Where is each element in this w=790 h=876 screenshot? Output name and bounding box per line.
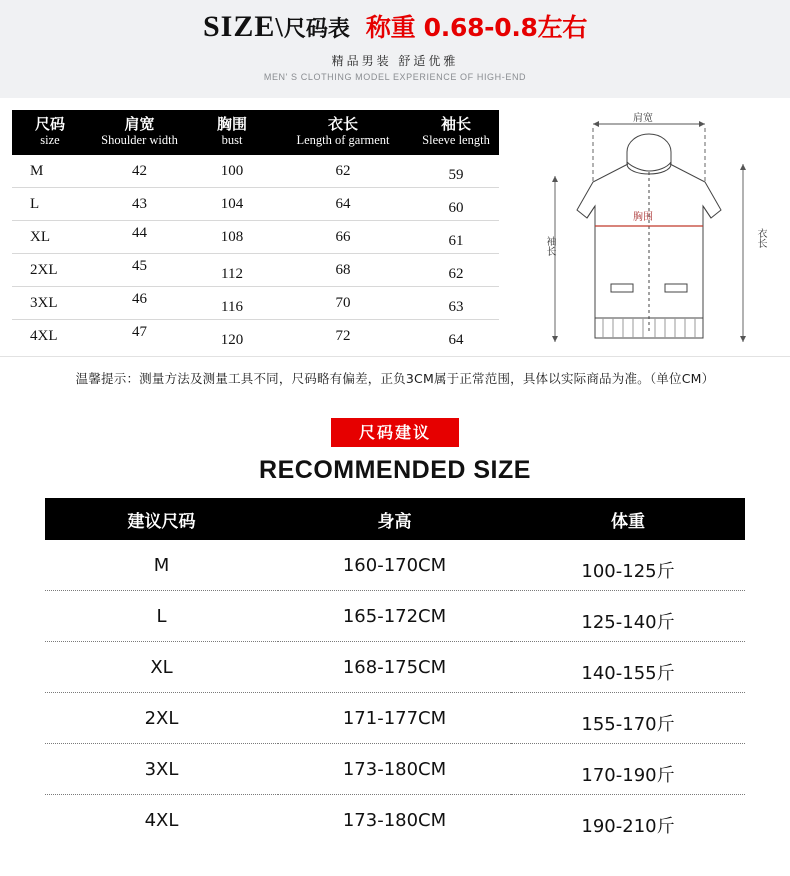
cell-bust: 116 — [191, 291, 273, 324]
table-row — [12, 188, 499, 221]
cell-length: 62 — [273, 155, 413, 188]
cell-bust: 100 — [191, 155, 273, 188]
cell-sleeve: 62 — [413, 258, 499, 291]
cell-length: 68 — [273, 254, 413, 287]
column-header-length — [273, 110, 413, 155]
column-header-bust — [191, 110, 273, 155]
cell-size: M — [12, 155, 88, 188]
cell-size: L — [45, 591, 278, 642]
diagram-label-shoulder: 肩宽 — [633, 113, 653, 124]
cell-height: 173-180CM — [278, 744, 511, 795]
title-slash: \ — [275, 12, 283, 42]
cell-sleeve: 63 — [413, 291, 499, 324]
cell-size: 2XL — [12, 254, 88, 287]
column-header-length-en: Length of garment — [296, 133, 390, 147]
column-header-shoulder-en: Shoulder width — [101, 133, 178, 147]
table-row — [12, 221, 499, 254]
size-measurement-table — [12, 110, 499, 352]
table-row — [45, 795, 745, 846]
table-row — [45, 642, 745, 693]
cell-shoulder: 45 — [88, 250, 191, 283]
cell-size: 4XL — [144, 809, 179, 831]
cell-sleeve: 61 — [413, 225, 499, 258]
column-header-sleeve-cn: 袖长 — [440, 115, 471, 133]
column-header-length-cn: 衣长 — [327, 115, 358, 133]
column-header-size — [12, 110, 88, 155]
table-row — [45, 693, 745, 744]
weight-note: 称重 0.68-0.8左右 — [365, 13, 588, 42]
column-header-shoulder — [88, 110, 191, 155]
table-row — [12, 254, 499, 287]
cell-bust: 104 — [191, 188, 273, 221]
column-header-bust-cn: 胸围 — [216, 115, 247, 133]
column-header-size-cn: 尺码 — [34, 115, 65, 133]
recommended-size-table — [45, 498, 745, 845]
subtitle-english: MEN' S CLOTHING MODEL EXPERIENCE OF HIGH-END — [263, 72, 527, 82]
cell-size: 3XL — [45, 744, 278, 795]
cell-weight: 140-155斤 — [511, 647, 745, 698]
cell-size: XL — [12, 221, 88, 254]
cell-height: 171-177CM — [278, 693, 511, 744]
recommended-badge: 尺码建议 — [331, 418, 459, 447]
garment-diagram — [515, 106, 777, 378]
cell-bust: 120 — [220, 331, 244, 348]
diagram-label-bust: 胸围 — [633, 212, 653, 223]
table-row — [12, 287, 499, 320]
cell-shoulder: 43 — [88, 188, 191, 221]
cell-length: 72 — [335, 327, 351, 344]
cell-weight: 170-190斤 — [511, 749, 745, 800]
column-header-sleeve-en: Sleeve length — [422, 133, 490, 147]
cell-size: 3XL — [12, 287, 88, 320]
cell-weight: 100-125斤 — [511, 545, 745, 596]
table-row — [45, 591, 745, 642]
cell-shoulder: 46 — [88, 283, 191, 316]
cell-length: 64 — [273, 188, 413, 221]
cell-height: 173-180CM — [342, 809, 447, 831]
cell-weight: 125-140斤 — [511, 596, 745, 647]
cell-shoulder: 42 — [88, 155, 191, 188]
column-header-shoulder-cn: 肩宽 — [124, 115, 155, 133]
cell-weight: 190-210斤 — [581, 816, 675, 837]
cell-sleeve: 60 — [413, 192, 499, 225]
cell-height: 165-172CM — [278, 591, 511, 642]
cell-shoulder: 44 — [88, 217, 191, 250]
page-header — [0, 0, 790, 98]
cell-size: 2XL — [45, 693, 278, 744]
title-size-text: SIZE — [202, 10, 276, 43]
cell-height: 160-170CM — [278, 540, 511, 591]
table-row — [12, 320, 499, 353]
table-row — [12, 155, 499, 188]
column-header-sleeve — [413, 110, 499, 155]
page-title — [0, 8, 790, 44]
cell-length: 70 — [273, 287, 413, 320]
cell-size: 4XL — [30, 327, 58, 344]
column-header-weight: 体重 — [511, 498, 745, 540]
cell-size: L — [12, 188, 88, 221]
table-header-row — [45, 498, 745, 540]
table-header-row — [12, 110, 499, 155]
cell-sleeve: 64 — [448, 331, 464, 348]
diagram-label-sleeve: 袖长 — [544, 236, 555, 256]
measurement-tip-note: 温馨提示：测量方法及测量工具不同，尺码略有偏差，正负3CM属于正常范围，具体以实际商品为准。（单位CM） — [0, 356, 790, 387]
subtitle-chinese: 精品男装 舒适优雅 — [331, 54, 459, 68]
cell-bust: 108 — [191, 221, 273, 254]
column-header-recommended-size: 建议尺码 — [45, 498, 278, 540]
cell-size: M — [45, 540, 278, 591]
cell-length: 66 — [273, 221, 413, 254]
table-row — [45, 540, 745, 591]
cell-size: XL — [45, 642, 278, 693]
cell-shoulder: 47 — [132, 323, 147, 340]
column-header-height: 身高 — [278, 498, 511, 540]
recommended-title: RECOMMENDED SIZE — [259, 456, 531, 484]
specification-area — [0, 98, 790, 398]
column-header-size-en: size — [40, 133, 60, 147]
cell-bust: 112 — [191, 258, 273, 291]
title-chinese-text: 尺码表 — [283, 17, 350, 42]
table-row — [45, 744, 745, 795]
cell-weight: 155-170斤 — [511, 698, 745, 749]
cell-sleeve: 59 — [413, 159, 499, 192]
diagram-label-length: 衣长 — [755, 228, 766, 248]
cell-height: 168-175CM — [278, 642, 511, 693]
column-header-bust-en: bust — [221, 133, 243, 147]
